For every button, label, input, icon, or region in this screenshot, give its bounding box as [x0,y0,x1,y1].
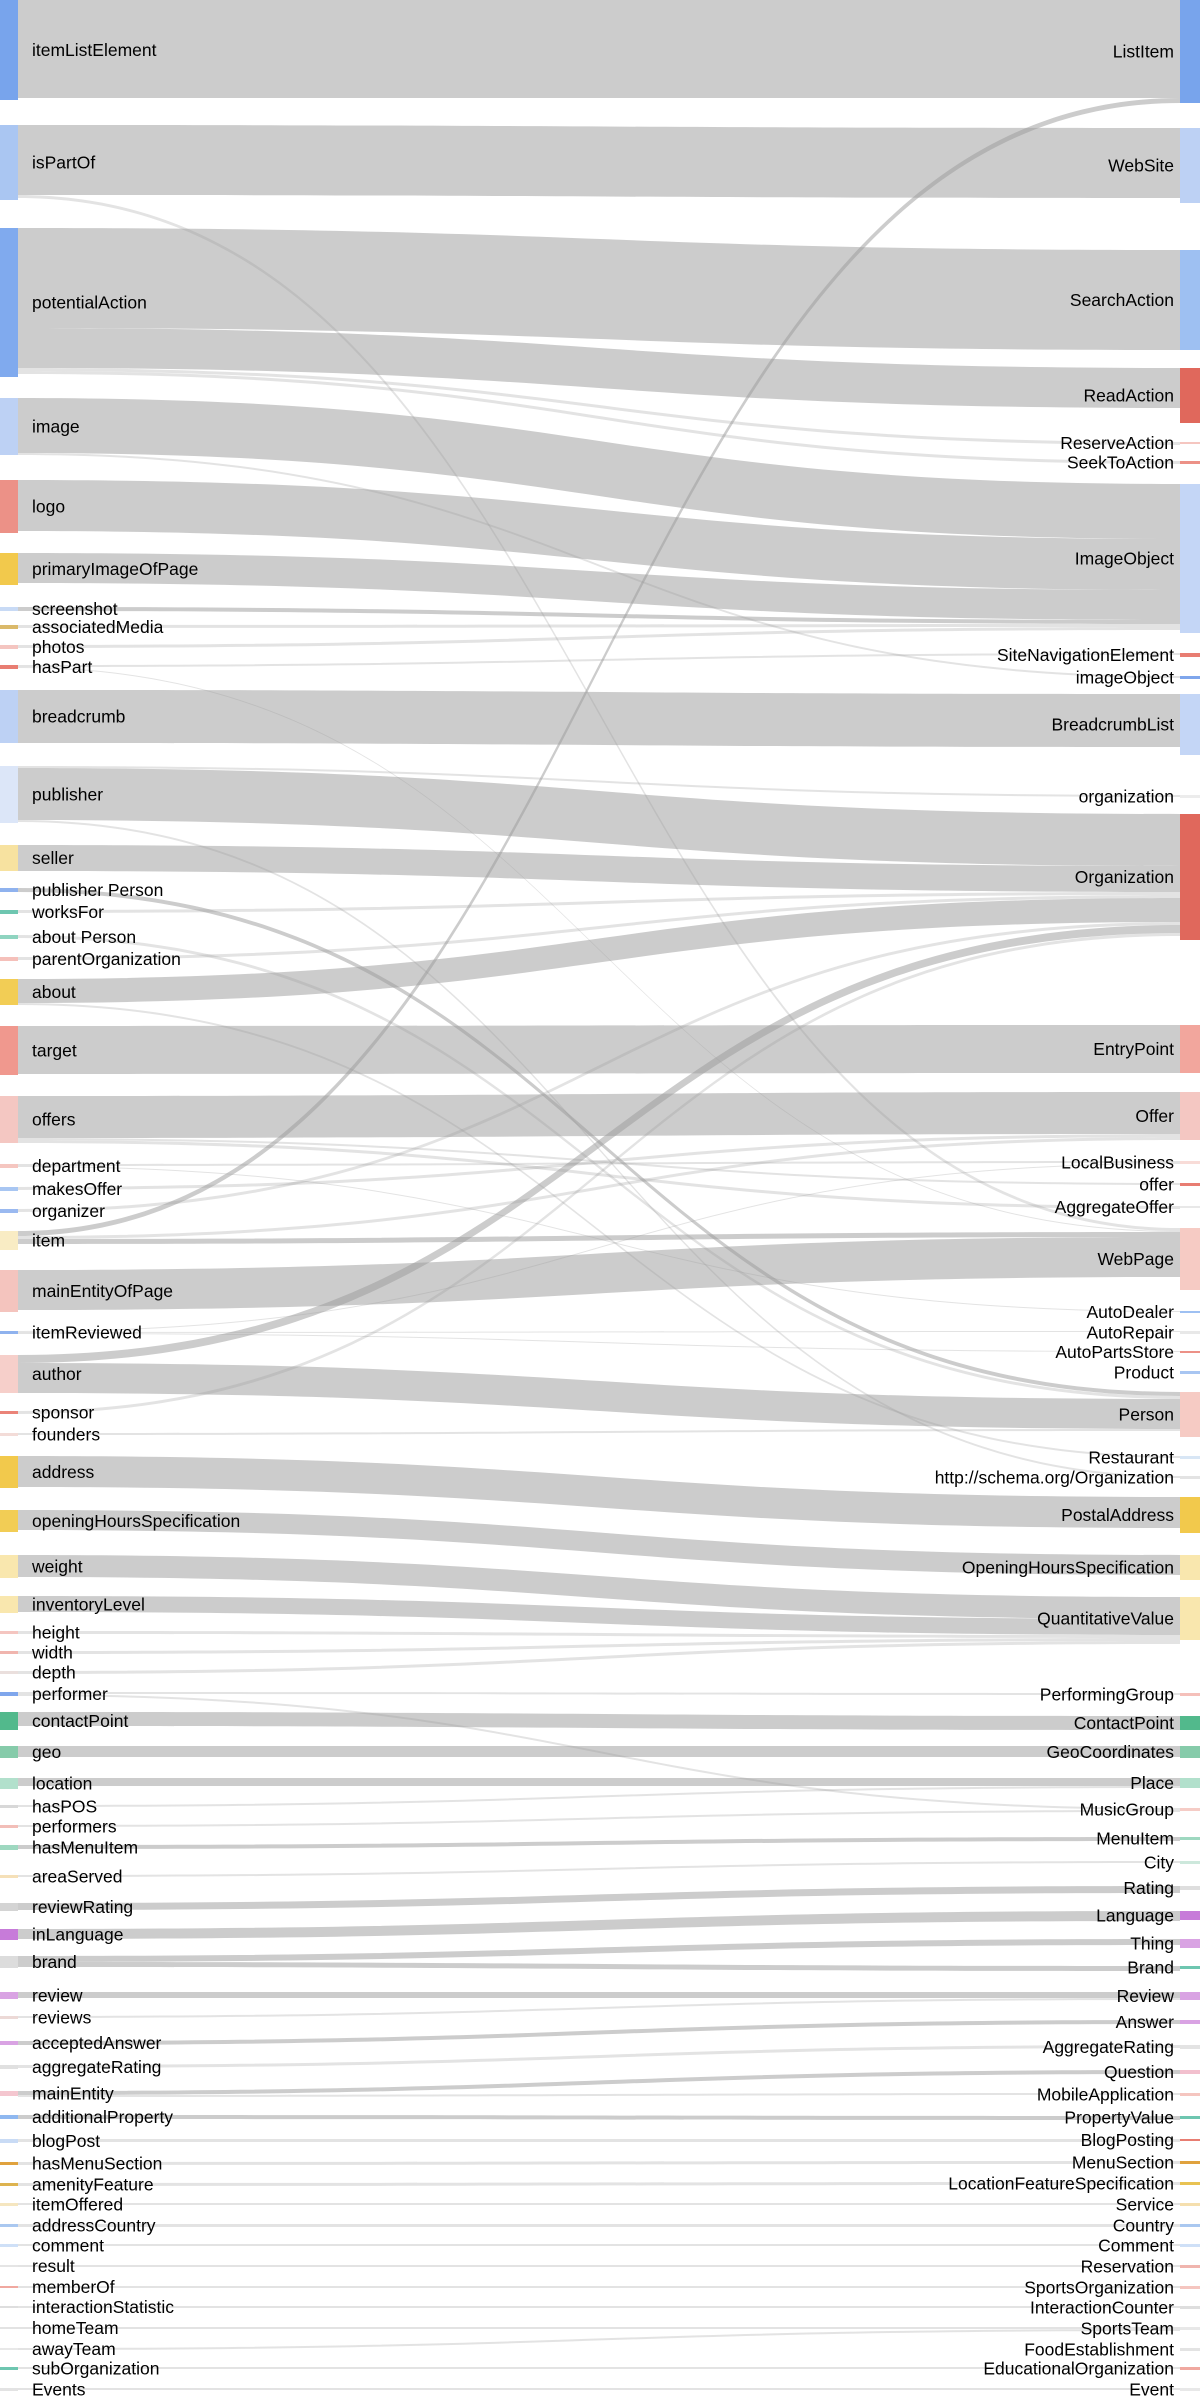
sankey-node-label-PropertyValue: PropertyValue [1064,2107,1174,2128]
sankey-node-breadcrumb[interactable] [0,690,18,743]
sankey-node-amenityFeature[interactable] [0,2183,18,2186]
sankey-node-geo[interactable] [0,1746,18,1758]
sankey-node-label-MenuSection: MenuSection [1071,2152,1174,2173]
sankey-node-image[interactable] [0,398,18,455]
sankey-node-label-Person: Person [1118,1404,1174,1425]
sankey-node-SiteNavigationElement[interactable] [1180,653,1200,657]
sankey-node-label-itemListElement: itemListElement [32,40,157,60]
sankey-link-acceptedAnswer--Answer[interactable] [18,2020,1180,2045]
sankey-node-label-AutoDealer: AutoDealer [1086,1302,1174,1322]
sankey-node-AutoPartsStore[interactable] [1180,1351,1200,1353]
sankey-node-label-image: image [32,416,80,437]
sankey-node-label-Language: Language [1096,1905,1174,1926]
sankey-node-AggregateRating[interactable] [1180,2045,1200,2049]
sankey-node-inLanguage[interactable] [0,1929,18,1940]
sankey-node-AggregateOffer[interactable] [1180,1206,1200,1208]
sankey-node-label-Restaurant: Restaurant [1088,1447,1174,1468]
sankey-node-http://schema.org/Organization[interactable] [1180,1476,1200,1479]
sankey-node-LocalBusiness[interactable] [1180,1161,1200,1164]
sankey-link-aggregateRating--AggregateRating[interactable] [18,2045,1180,2068]
sankey-link-brand--Brand[interactable] [18,1962,1180,1971]
sankey-node-Country[interactable] [1180,2224,1200,2227]
sankey-node-label-mainEntity: mainEntity [32,2083,114,2104]
sankey-link-review--Review[interactable] [18,1992,1180,1998]
sankey-node-label-Comment: Comment [1098,2235,1174,2256]
sankey-link-founders--Person[interactable] [18,1429,1180,1435]
sankey-node-label-depth: depth [32,1662,76,1683]
sankey-node-label-hasPOS: hasPOS [32,1796,98,1817]
sankey-node-Review[interactable] [1180,1992,1200,2000]
sankey-node-label-reviews: reviews [32,2007,92,2028]
sankey-node-ListItem[interactable] [1180,0,1200,103]
sankey-node-label-SeekToAction: SeekToAction [1066,452,1174,473]
sankey-node-label-location: location [32,1773,93,1794]
sankey-node-City[interactable] [1180,1861,1200,1864]
sankey-link-about Person--Person[interactable] [18,935,1180,1399]
sankey-node-ImageObject[interactable] [1180,484,1200,633]
sankey-node-label-Service: Service [1115,2194,1174,2215]
sankey-node-hasMenuItem[interactable] [0,1845,18,1850]
sankey-node-label-publisher: publisher [32,784,104,805]
sankey-node-MenuItem[interactable] [1180,1837,1200,1840]
sankey-node-label-Place: Place [1130,1773,1174,1793]
sankey-node-label-AutoPartsStore: AutoPartsStore [1055,1342,1174,1362]
sankey-node-label-areaServed: areaServed [32,1866,123,1887]
sankey-node-publisher[interactable] [0,766,18,823]
sankey-node-label-Offer: Offer [1135,1106,1174,1126]
sankey-node-sponsor[interactable] [0,1411,18,1414]
sankey-node-label-ListItem: ListItem [1112,41,1174,62]
sankey-node-Event[interactable] [1180,2388,1200,2391]
sankey-node-label-width: width [32,1642,73,1663]
sankey-node-label-QuantitativeValue: QuantitativeValue [1037,1608,1174,1629]
sankey-node-label-LocationFeatureSpecification: LocationFeatureSpecification [948,2173,1174,2194]
sankey-node-AutoDealer[interactable] [1180,1311,1200,1313]
sankey-node-label-openingHoursSpecification: openingHoursSpecification [32,1511,241,1531]
sankey-node-Offer[interactable] [1180,1092,1200,1140]
sankey-node-result[interactable] [0,2265,18,2267]
sankey-node-label-about: about [32,982,76,1002]
sankey-node-performer[interactable] [0,1692,18,1696]
sankey-node-review[interactable] [0,1992,18,1999]
sankey-link-hasMenuSection--MenuSection[interactable] [18,2161,1180,2165]
sankey-link-breadcrumb--BreadcrumbList[interactable] [18,690,1180,747]
sankey-node-department[interactable] [0,1164,18,1168]
sankey-node-label-Thing: Thing [1130,1933,1174,1954]
sankey-node-SearchAction[interactable] [1180,250,1200,350]
sankey-node-label-address: address [32,1462,95,1482]
sankey-node-GeoCoordinates[interactable] [1180,1746,1200,1758]
sankey-node-founders[interactable] [0,1433,18,1436]
sankey-node-offer[interactable] [1180,1183,1200,1186]
sankey-node-Answer[interactable] [1180,2020,1200,2024]
sankey-node-label-photos: photos [32,637,85,657]
sankey-node-label-founders: founders [32,1424,101,1445]
sankey-node-isPartOf[interactable] [0,125,18,200]
sankey-node-brand[interactable] [0,1956,18,1968]
sankey-node-awayTeam[interactable] [0,2348,18,2350]
sankey-node-label-item: item [32,1230,66,1251]
sankey-node-label-Question: Question [1103,2062,1174,2082]
sankey-node-label-http://schema.org/Organization: http://schema.org/Organization [934,1467,1174,1488]
sankey-link-isPartOf--WebSite[interactable] [18,125,1180,198]
sankey-node-SportsTeam[interactable] [1180,2327,1200,2330]
sankey-node-label-height: height [32,1622,80,1643]
sankey-node-makesOffer[interactable] [0,1187,18,1191]
sankey-node-label-organizer: organizer [32,1201,105,1221]
sankey-node-Product[interactable] [1180,1371,1200,1374]
sankey-node-label-reviewRating: reviewRating [32,1897,134,1917]
sankey-node-label-makesOffer: makesOffer [32,1179,123,1199]
sankey-node-label-performer: performer [32,1684,108,1704]
sankey-node-label-organization: organization [1078,786,1174,807]
sankey-node-photos[interactable] [0,645,18,649]
sankey-node-label-worksFor: worksFor [32,902,104,922]
sankey-node-label-homeTeam: homeTeam [32,2318,119,2338]
sankey-node-organizer[interactable] [0,1209,18,1213]
sankey-node-label-inLanguage: inLanguage [32,1924,124,1945]
sankey-links [18,0,1180,2390]
sankey-node-width[interactable] [0,1651,18,1654]
sankey-link-contactPoint--ContactPoint[interactable] [18,1712,1180,1730]
sankey-node-itemOffered[interactable] [0,2203,18,2206]
sankey-node-label-MobileApplication: MobileApplication [1036,2084,1174,2105]
sankey-node-homeTeam[interactable] [0,2327,18,2329]
sankey-node-mainEntityOfPage[interactable] [0,1270,18,1312]
sankey-link-width--QuantitativeValue[interactable] [18,1638,1180,1654]
sankey-node-label-ReadAction: ReadAction [1083,385,1174,406]
sankey-node-label-GeoCoordinates: GeoCoordinates [1046,1742,1174,1762]
sankey-link-itemListElement--ListItem[interactable] [18,0,1180,98]
sankey-node-label-about Person: about Person [32,927,137,947]
sankey-node-label-itemReviewed: itemReviewed [32,1322,142,1343]
sankey-node-itemListElement[interactable] [0,0,18,100]
sankey-node-Person[interactable] [1180,1392,1200,1437]
sankey-node-label-logo: logo [32,496,66,517]
sankey-node-label-blogPost: blogPost [32,2131,101,2151]
sankey-node-label-Review: Review [1116,1986,1174,2006]
sankey-node-reviews[interactable] [0,2016,18,2019]
sankey-node-label-SiteNavigationElement: SiteNavigationElement [996,645,1174,665]
sankey-node-location[interactable] [0,1778,18,1789]
sankey-node-label-weight: weight [32,1556,83,1577]
sankey-node-label-result: result [32,2256,75,2276]
sankey-node-InteractionCounter[interactable] [1180,2306,1200,2309]
sankey-node-Events[interactable] [0,2388,18,2391]
sankey-node-label-awayTeam: awayTeam [32,2339,116,2359]
sankey-node-MenuSection[interactable] [1180,2161,1200,2164]
sankey-link-performers--MusicGroup[interactable] [18,1810,1180,1827]
sankey-link-itemOffered--Service[interactable] [18,2203,1180,2205]
sankey-node-label-brand: brand [32,1952,77,1972]
sankey-node-label-primaryImageOfPage: primaryImageOfPage [32,559,199,579]
sankey-node-label-ImageObject: ImageObject [1074,548,1174,569]
sankey-node-hasMenuSection[interactable] [0,2162,18,2165]
sankey-node-label-offers: offers [32,1109,76,1130]
sankey-node-WebSite[interactable] [1180,128,1200,203]
sankey-node-label-ContactPoint: ContactPoint [1073,1713,1174,1733]
sankey-node-label-Event: Event [1129,2379,1174,2400]
sankey-node-interactionStatistic[interactable] [0,2306,18,2308]
sankey-node-Thing[interactable] [1180,1939,1200,1948]
sankey-node-Comment[interactable] [1180,2244,1200,2247]
sankey-link-comment--Comment[interactable] [18,2244,1180,2246]
sankey-node-inventoryLevel[interactable] [0,1596,18,1613]
sankey-link-location--Place[interactable] [18,1778,1180,1786]
sankey-node-performers[interactable] [0,1825,18,1828]
sankey-node-aggregateRating[interactable] [0,2065,18,2069]
sankey-node-areaServed[interactable] [0,1875,18,1878]
sankey-node-label-EntryPoint: EntryPoint [1093,1039,1174,1059]
sankey-link-memberOf--SportsOrganization[interactable] [18,2286,1180,2288]
sankey-node-label-EducationalOrganization: EducationalOrganization [983,2358,1174,2379]
sankey-node-AutoRepair[interactable] [1180,1331,1200,1334]
sankey-node-logo[interactable] [0,480,18,533]
sankey-node-MobileApplication[interactable] [1180,2093,1200,2096]
sankey-node-label-LocalBusiness: LocalBusiness [1061,1152,1174,1173]
sankey-node-label-BlogPosting: BlogPosting [1080,2130,1174,2150]
sankey-node-QuantitativeValue[interactable] [1180,1597,1200,1640]
sankey-node-label-imageObject: imageObject [1075,667,1174,688]
sankey-node-label-comment: comment [32,2235,104,2256]
sankey-node-Reservation[interactable] [1180,2265,1200,2268]
sankey-node-primaryImageOfPage[interactable] [0,553,18,585]
sankey-node-seller[interactable] [0,845,18,871]
sankey-node-label-MusicGroup: MusicGroup [1079,1799,1174,1820]
sankey-node-offers[interactable] [0,1096,18,1143]
sankey-node-label-aggregateRating: aggregateRating [32,2057,162,2077]
sankey-node-PropertyValue[interactable] [1180,2116,1200,2119]
sankey-link-brand--Thing[interactable] [18,1939,1180,1962]
sankey-node-label-SportsOrganization: SportsOrganization [1024,2277,1174,2298]
sankey-node-label-AggregateOffer: AggregateOffer [1054,1197,1174,1217]
sankey-node-FoodEstablishment[interactable] [1180,2348,1200,2351]
sankey-node-target[interactable] [0,1026,18,1075]
sankey-node-addressCountry[interactable] [0,2224,18,2227]
sankey-link-interactionStatistic--InteractionCounter[interactable] [18,2306,1180,2308]
sankey-node-Question[interactable] [1180,2070,1200,2074]
sankey-node-label-AutoRepair: AutoRepair [1086,1322,1174,1343]
sankey-node-label-department: department [32,1156,121,1176]
sankey-node-acceptedAnswer[interactable] [0,2041,18,2045]
sankey-node-WebPage[interactable] [1180,1228,1200,1290]
sankey-link-additionalProperty--PropertyValue[interactable] [18,2115,1180,2120]
sankey-link-offers--Offer[interactable] [18,1092,1180,1138]
sankey-node-Brand[interactable] [1180,1966,1200,1969]
sankey-node-label-AggregateRating: AggregateRating [1042,2037,1174,2057]
sankey-node-label-Brand: Brand [1127,1957,1174,1978]
sankey-node-label-contactPoint: contactPoint [32,1711,129,1731]
sankey-node-Rating[interactable] [1180,1886,1200,1890]
sankey-node-label-review: review [32,1985,83,2006]
sankey-node-label-PerformingGroup: PerformingGroup [1039,1684,1174,1705]
sankey-node-memberOf[interactable] [0,2286,18,2288]
sankey-link-inLanguage--Language[interactable] [18,1911,1180,1939]
sankey-node-label-target: target [32,1040,77,1061]
sankey-node-height[interactable] [0,1631,18,1634]
sankey-node-Organization[interactable] [1180,814,1200,940]
sankey-link-mainEntity--Question[interactable] [18,2070,1180,2095]
sankey-node-author[interactable] [0,1355,18,1393]
sankey-node-Service[interactable] [1180,2203,1200,2206]
sankey-node-label-parentOrganization: parentOrganization [32,949,181,969]
sankey-node-parentOrganization[interactable] [0,957,18,961]
sankey-node-label-performers: performers [32,1816,117,1837]
sankey-node-SeekToAction[interactable] [1180,461,1200,464]
sankey-node-subOrganization[interactable] [0,2367,18,2370]
sankey-node-label-acceptedAnswer: acceptedAnswer [32,2033,162,2053]
sankey-node-ReadAction[interactable] [1180,368,1200,423]
sankey-node-associatedMedia[interactable] [0,625,18,629]
sankey-node-label-SearchAction: SearchAction [1069,290,1174,310]
sankey-node-LocationFeatureSpecification[interactable] [1180,2182,1200,2185]
sankey-node-label-hasPart: hasPart [32,657,93,677]
sankey-node-MusicGroup[interactable] [1180,1808,1200,1811]
sankey-node-blogPost[interactable] [0,2139,18,2143]
sankey-node-label-screenshot: screenshot [32,599,118,619]
sankey-node-address[interactable] [0,1456,18,1488]
sankey-node-PostalAddress[interactable] [1180,1497,1200,1533]
sankey-node-depth[interactable] [0,1671,18,1674]
sankey-node-publisher Person[interactable] [0,888,18,892]
sankey-link-addressCountry--Country[interactable] [18,2224,1180,2227]
sankey-node-label-MenuItem: MenuItem [1096,1828,1174,1849]
sankey-node-EntryPoint[interactable] [1180,1025,1200,1073]
sankey-node-ReserveAction[interactable] [1180,442,1200,444]
sankey-node-about Person[interactable] [0,935,18,939]
sankey-node-label-Organization: Organization [1074,867,1174,887]
sankey-node-OpeningHoursSpecification[interactable] [1180,1555,1200,1580]
sankey-node-label-Country: Country [1112,2215,1174,2236]
sankey-node-organization[interactable] [1180,795,1200,798]
sankey-link-blogPost--BlogPosting[interactable] [18,2139,1180,2142]
sankey-node-Restaurant[interactable] [1180,1456,1200,1459]
sankey-node-label-City: City [1143,1852,1174,1873]
sankey-node-label-mainEntityOfPage: mainEntityOfPage [32,1281,174,1301]
sankey-node-worksFor[interactable] [0,910,18,914]
sankey-node-label-sponsor: sponsor [32,1402,95,1423]
sankey-node-label-FoodEstablishment: FoodEstablishment [1024,2339,1174,2360]
sankey-node-BreadcrumbList[interactable] [1180,694,1200,755]
sankey-node-ContactPoint[interactable] [1180,1716,1200,1730]
sankey-node-mainEntity[interactable] [0,2091,18,2096]
sankey-node-BlogPosting[interactable] [1180,2139,1200,2141]
sankey-node-EducationalOrganization[interactable] [1180,2367,1200,2370]
sankey-node-openingHoursSpecification[interactable] [0,1510,18,1532]
sankey-node-label-Product: Product [1113,1362,1174,1383]
sankey-node-potentialAction[interactable] [0,228,18,377]
sankey-node-imageObject[interactable] [1180,676,1200,679]
sankey-node-label-publisher Person: publisher Person [32,880,164,900]
sankey-node-contactPoint[interactable] [0,1712,18,1730]
sankey-link-Events--Event[interactable] [18,2388,1180,2390]
sankey-link-hasMenuItem--MenuItem[interactable] [18,1837,1180,1849]
sankey-node-label-hasMenuSection: hasMenuSection [32,2153,163,2174]
sankey-node-Place[interactable] [1180,1778,1200,1788]
sankey-node-SportsOrganization[interactable] [1180,2286,1200,2289]
sankey-node-label-offer: offer [1139,1174,1174,1195]
sankey-node-comment[interactable] [0,2244,18,2247]
sankey-link-result--Reservation[interactable] [18,2265,1180,2267]
sankey-node-weight[interactable] [0,1555,18,1578]
sankey-link-hasPOS--Place[interactable] [18,1786,1180,1807]
sankey-node-additionalProperty[interactable] [0,2115,18,2119]
sankey-node-label-isPartOf: isPartOf [32,152,96,173]
sankey-link-itemReviewed--AutoRepair[interactable] [18,1331,1180,1333]
sankey-node-label-Events: Events [32,2379,86,2400]
sankey-node-label-interactionStatistic: interactionStatistic [32,2297,175,2317]
sankey-node-label-Answer: Answer [1115,2012,1174,2032]
sankey-link-areaServed--City[interactable] [18,1861,1180,1877]
sankey-node-screenshot[interactable] [0,607,18,611]
sankey-node-label-WebSite: WebSite [1108,155,1174,176]
sankey-node-label-additionalProperty: additionalProperty [32,2107,174,2127]
sankey-node-label-ReserveAction: ReserveAction [1060,433,1174,453]
sankey-node-label-Rating: Rating [1123,1878,1174,1898]
sankey-link-reviewRating--Rating[interactable] [18,1886,1180,1910]
sankey-node-about[interactable] [0,979,18,1005]
sankey-node-label-hasMenuItem: hasMenuItem [32,1837,139,1858]
sankey-node-label-InteractionCounter: InteractionCounter [1030,2297,1174,2318]
sankey-link-reviews--Review[interactable] [18,1998,1180,2018]
sankey-node-reviewRating[interactable] [0,1903,18,1911]
sankey-node-label-author: author [32,1364,82,1384]
sankey-link-performer--PerformingGroup[interactable] [18,1692,1180,1695]
sankey-node-item[interactable] [0,1231,18,1250]
sankey-node-hasPOS[interactable] [0,1805,18,1808]
sankey-node-label-breadcrumb: breadcrumb [32,706,126,727]
sankey-node-label-addressCountry: addressCountry [32,2215,156,2236]
sankey-node-label-itemOffered: itemOffered [32,2194,124,2215]
sankey-node-label-amenityFeature: amenityFeature [32,2174,154,2195]
sankey-node-label-SportsTeam: SportsTeam [1080,2318,1174,2339]
sankey-link-awayTeam--SportsTeam[interactable] [18,2329,1180,2350]
sankey-link-geo--GeoCoordinates[interactable] [18,1746,1180,1757]
sankey-node-label-memberOf: memberOf [32,2277,115,2297]
sankey-node-Language[interactable] [1180,1911,1200,1920]
sankey-node-itemReviewed[interactable] [0,1331,18,1334]
sankey-node-label-seller: seller [32,848,74,868]
sankey-node-label-geo: geo [32,1742,62,1762]
sankey-node-label-associatedMedia: associatedMedia [32,617,164,637]
sankey-node-PerformingGroup[interactable] [1180,1693,1200,1696]
sankey-node-label-BreadcrumbList: BreadcrumbList [1051,714,1174,735]
sankey-node-label-Reservation: Reservation [1080,2256,1174,2277]
sankey-node-hasPart[interactable] [0,665,18,669]
sankey-node-label-potentialAction: potentialAction [32,292,147,313]
sankey-node-label-subOrganization: subOrganization [32,2358,160,2379]
sankey-node-label-inventoryLevel: inventoryLevel [32,1594,145,1615]
sankey-node-label-OpeningHoursSpecification: OpeningHoursSpecification [961,1557,1174,1578]
sankey-link-homeTeam--SportsTeam[interactable] [18,2327,1180,2329]
sankey-node-label-WebPage: WebPage [1097,1249,1174,1269]
sankey-link-associatedMedia--ImageObject[interactable] [18,624,1180,628]
sankey-node-label-PostalAddress: PostalAddress [1061,1505,1174,1525]
